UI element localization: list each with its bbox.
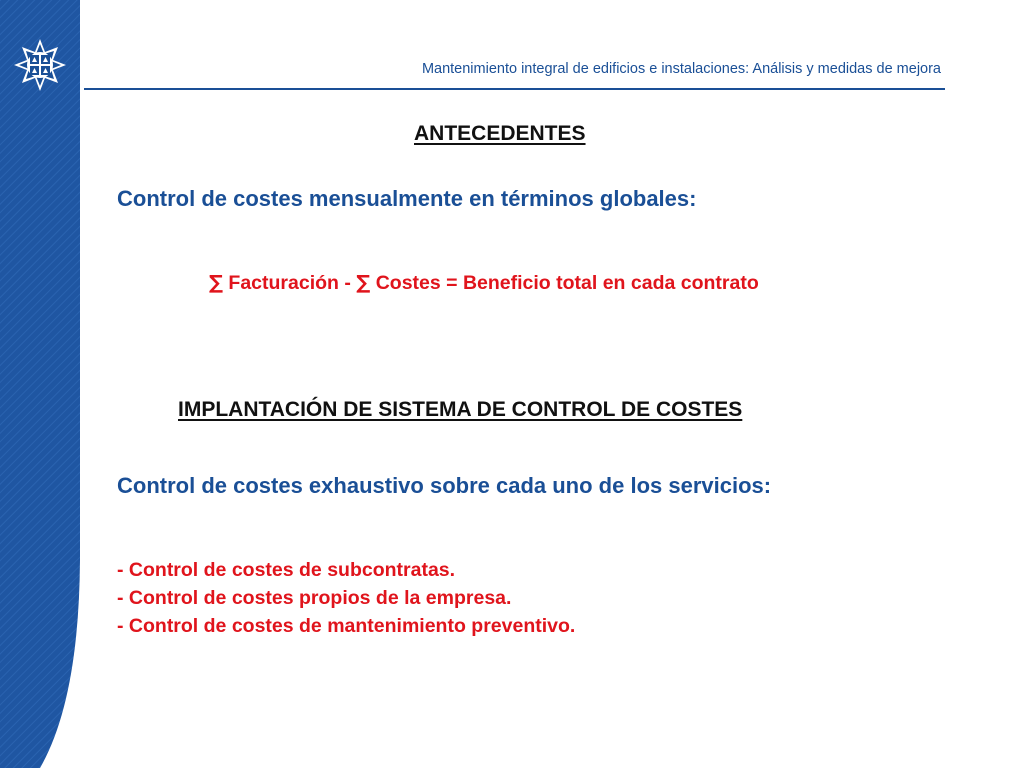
list-item: - Control de costes de mantenimiento preventivo. <box>117 615 576 637</box>
university-seal-icon <box>13 38 67 92</box>
detail-line: Control de costes exhaustivo sobre cada uno de los servicios: <box>117 473 772 498</box>
list-item: - Control de costes propios de la empresa. <box>117 587 512 609</box>
summation-symbol: ∑ <box>356 271 371 294</box>
formula-term-costs: Costes = Beneficio total en cada contrato <box>375 272 759 294</box>
header-divider <box>84 88 945 90</box>
side-band <box>0 0 84 768</box>
section-heading-implantacion: IMPLANTACIÓN DE SISTEMA DE CONTROL DE COSTES <box>178 398 743 421</box>
intro-line: Control de costes mensualmente en términos globales: <box>117 186 697 211</box>
formula-term-billing: Facturación - <box>228 272 357 294</box>
profit-formula <box>209 271 759 295</box>
cost-control-list <box>117 556 575 640</box>
section-heading-antecedentes: ANTECEDENTES <box>414 122 586 145</box>
summation-symbol: ∑ <box>209 271 223 294</box>
header-title: Mantenimiento integral de edificios e instalaciones: Análisis y medidas de mejora <box>421 61 941 77</box>
list-item: - Control de costes de subcontratas. <box>117 559 456 581</box>
